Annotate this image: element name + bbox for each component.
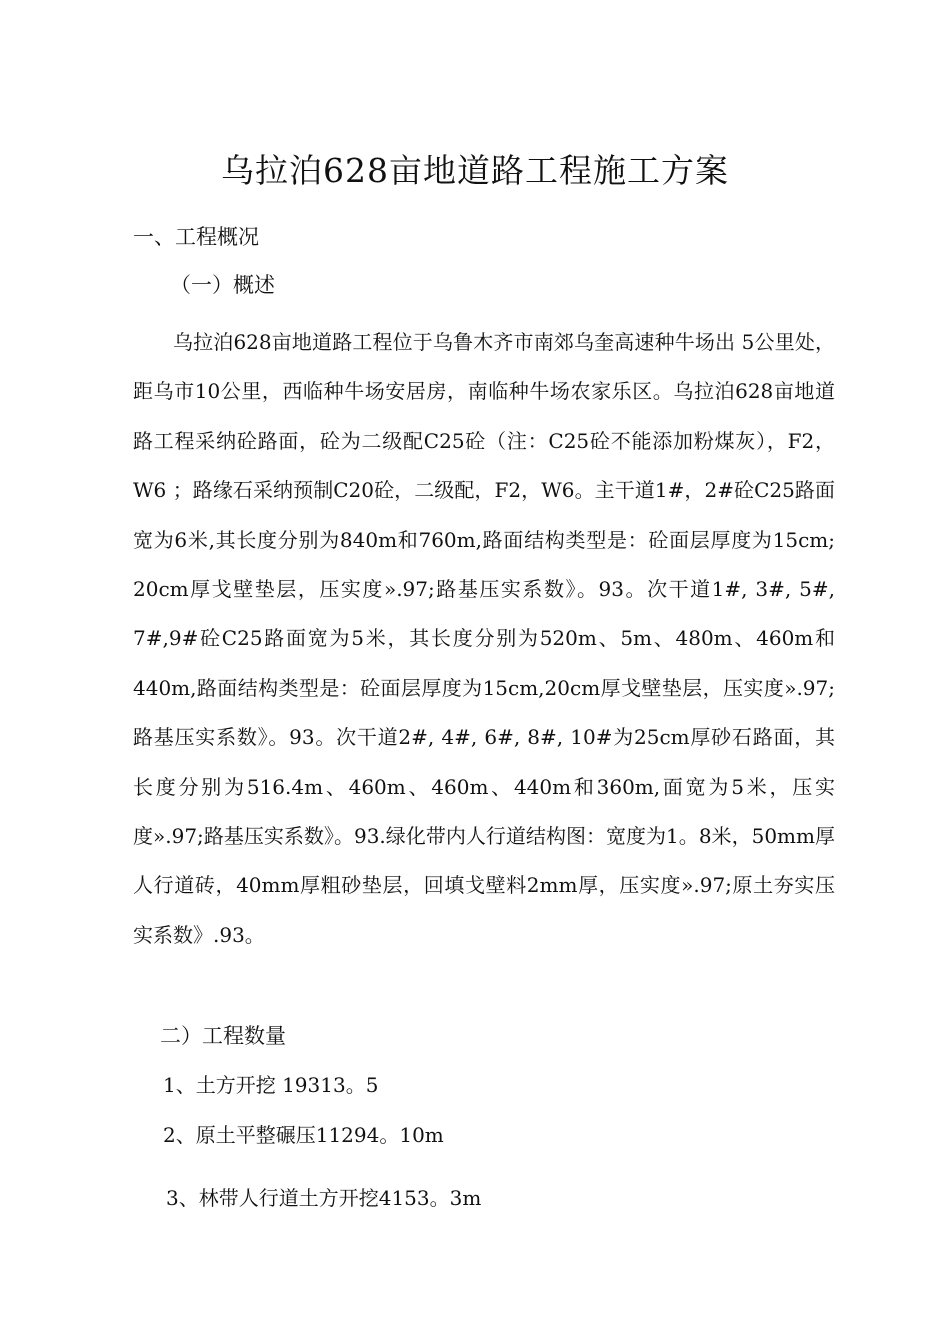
- subsection-heading-quantities: 二）工程数量: [160, 1024, 286, 1048]
- document-title: 乌拉泊628亩地道路工程施工方案: [221, 151, 729, 190]
- quantity-item: 2、原土平整碾压11294。10m: [163, 1123, 444, 1147]
- quantity-item: 1、土方开挖 19313。5: [163, 1073, 379, 1097]
- quantity-item: 3、林带人行道土方开挖4153。3m: [166, 1186, 482, 1210]
- overview-paragraph: 乌拉泊628亩地道路工程位于乌鲁木齐市南郊乌奎高速种牛场出 5公里处，距乌市10公里，西临种牛场安居房，南临种牛场农家乐区。乌拉泊628亩地道路工程采纳砼路面，砼为二级配C25砼（注：C25砼不能添加粉煤灰），F2，W6 ；路缘石采纳预制C20砼，二级配，F2，W6。主干道1#，2#砼C25路面宽为6米,其长度分别为840m和760m,路面结构类型是：砼面层厚度为15cm; 20cm厚戈壁垫层，压实度».97;路基压实系数》。93。次干道1#, 3#, 5#, 7#,9#砼C25路面宽为5米，其长度分别为520m、5m、480m、460m和440m,路面结构类型是：砼面层厚度为15cm,20cm厚戈壁垫层，压实度».97;路基压实系数》。93。次干道2#, 4#, 6#, 8#, 10#为25cm厚砂石路面，其长度分别为516.4m、460m、460m、440m和360m,面宽为5米，压实度».97;路基压实系数》。93.绿化带内人行道结构图：宽度为1。8米，50mm厚人行道砖，40mm厚粗砂垫层，回填戈壁料2mm厚，压实度».97;原土夯实压实系数》.93。: [133, 330, 835, 947]
- subsection-heading-summary: （一）概述: [170, 273, 275, 297]
- section-heading-project-overview: 一、工程概况: [133, 225, 259, 249]
